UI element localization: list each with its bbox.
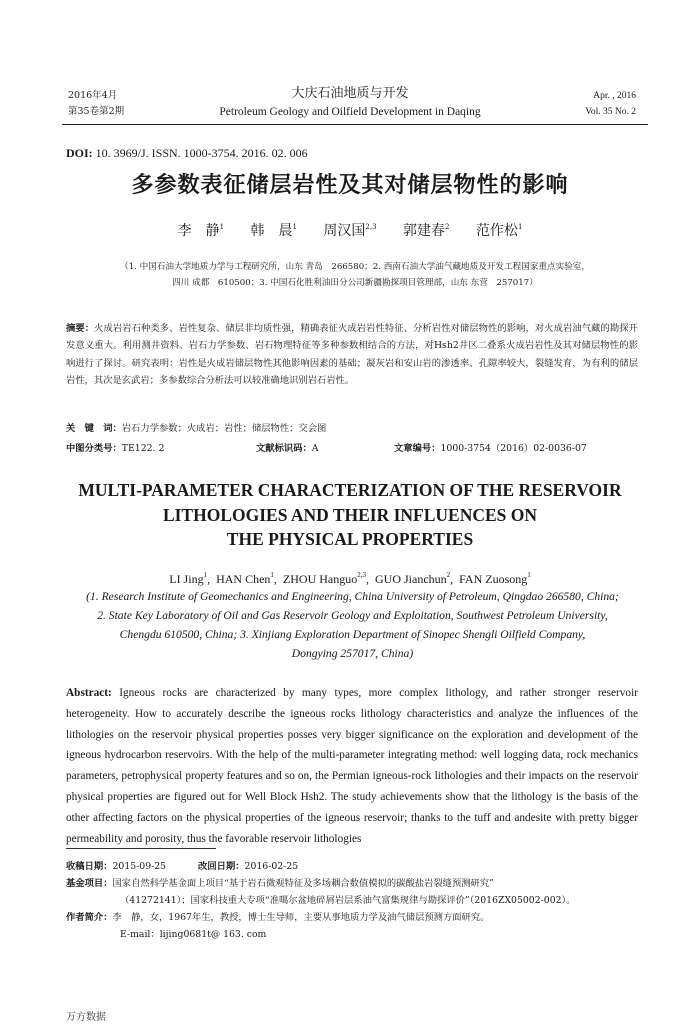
authors-cn [0,220,700,240]
affiliation-en [70,587,635,663]
header-journal [180,85,520,121]
author-cn: 郭建春$^2$ [403,223,450,239]
footnote-rule [66,848,216,849]
header-rule [62,124,648,125]
footnote-author: 作者简介：李 静，女，1967年生，教授，博士生导师，主要从事地质力学及油气储层预测方面研究。 [66,912,490,923]
keywords-cn [66,420,326,434]
author-cn: 李 静$^1$ [177,223,225,239]
author-cn: 范作松$^1$ [475,223,523,239]
affiliation-en-line: 2. State Key Laboratory of Oil and Gas Reservoir Geology and Exploitation, Southwest Petroleum University, [97,609,608,622]
author-cn: 韩 晨$^1$ [250,223,297,239]
footnote-email: E-mail：lijing0681t@ 163. com [120,929,267,940]
footnote-fund: 基金项目：国家自然科学基金面上项目“基于岩石微观特征及多场耦合数值模拟的碳酸盐岩裂缝预测研究” [66,878,494,889]
abstract-cn-text: 火成岩岩石种类多、岩性复杂、储层非均质性强，精确表征火成岩岩性特征、分析岩性对储层物性的影响，对火成岩油气藏的勘探开发意义重大。利用测井资料、岩石力学参数、岩石物理特征等多种参数相结合的方法，对Hsh2井区二叠系火成岩岩性及其对储层物性的影响进行了探讨。研究表明：岩性是火成岩储层物性其他影响因素的基础；凝灰岩和安山岩的渗透率、孔隙率较大，裂缝发育，为有利的储层岩性，其次是玄武岩；多参数综合分析法可以较准确地识别岩石岩性。 [66,323,638,386]
footnote [66,858,642,943]
author-en: HAN Chen$^1$, [216,571,280,586]
footnote-dates: 收稿日期：2015-09-25 改回日期：2016-02-25 [66,861,299,872]
affiliation-en-line: (1. Research Institute of Geomechanics and Engineering, China University of Petroleum, Qingdao 266580, China; [86,590,619,603]
journal-name-cn: 大庆石油地质与开发 [291,86,409,101]
article-number: 文章编号：1000-3754（2016）02-0036-07 [394,443,587,454]
footnote-fund-cont: （41272141）；国家科技重大专项“准噶尔盆地碎屑岩层系油气富集规律与勘探评价”（2016ZX05002-002）。 [120,895,576,906]
author-en: LI Jing$^1$, [169,571,214,586]
title-cn: 多参数表征储层岩性及其对储层物性的影响 [131,173,569,198]
title-en-line: LITHOLOGIES AND THEIR INFLUENCES ON [162,504,538,525]
affiliation-en-line: Dongying 257017, China) [291,647,414,660]
keywords-cn-label: 关 键 词： [66,423,122,434]
keywords-cn-text: 岩石力学参数；火成岩；岩性；储层物性；交会图 [121,423,327,434]
header-volume-cn: 第35卷第2期 [68,106,125,117]
clc-number: 中图分类号：TE122. 2 [66,443,165,454]
author-en: FAN Zuosong$^1$ [459,571,531,586]
author-en: ZHOU Hanguo$^{2,3}$, [282,571,372,586]
doi [66,146,308,161]
title-en [0,478,700,552]
author-cn: 周汉国$^{2,3}$ [323,223,377,239]
header-date-en: Apr. , 2016 [593,91,636,101]
header-volume-en: Vol. 35 No. 2 [585,107,636,117]
affiliation-cn-line: 四川 成都 610500；3. 中国石化胜利油田分公司新疆勘探项目管理部，山东 东营 257017） [172,278,538,288]
document-code: 文献标识码：A [256,443,319,454]
journal-name-en: Petroleum Geology and Oilfield Development in Daqing [219,106,481,118]
header-left [68,88,124,120]
affiliation-en-line: Chengdu 610500, China; 3. Xinjiang Exploration Department of Sinopec Shengli Oilfield Company, [119,628,586,641]
authors-en [0,571,700,587]
doi-label: DOI: [66,146,93,160]
affiliation-cn-line: （1. 中国石油大学地质力学与工程研究所，山东 青岛 266580；2. 西南石油大学油气藏地质及开发工程国家重点实验室， [120,262,590,272]
abstract-en-label: Abstract: [66,687,112,699]
author-en: GUO Jianchun$^2$, [374,571,457,586]
header-right [585,88,636,120]
title-en-line: THE PHYSICAL PROPERTIES [226,529,474,549]
header-date-cn: 2016年4月 [68,90,118,101]
abstract-en [66,683,638,849]
abstract-cn [66,320,638,389]
watermark-text: 万方数据 [66,1012,106,1023]
abstract-cn-label: 摘要： [66,323,95,334]
title-en-line: MULTI-PARAMETER CHARACTERIZATION OF THE RESERVOIR [78,480,622,500]
abstract-en-text: Igneous rocks are characterized by many types, more complex lithology, and rather stronger reservoir heterogeneity. How to accurately describe the igneous rocks lithology characteristics and analyze the influences of the lithologies on the reservoir physical properties posses very bigger significance on the exploration and development of the igneous hydrocarbon reservoirs. With the help of the multi-parameter integrating method: well logging data, rock mechanics parameters, petrophysical property features and so on, the Permian igneous-rock lithologies and their impacts on the reservoir physical properties are figured out for Well Block Hsh2. The study achievements show that the lithology is the basis of the other affecting factors on the physical properties of the igneous reservoir; thanks to the tuff and andesite with pretty bigger permeability and porosity, thus the favorable reservoir lithologies [66,687,638,845]
doi-value: 10. 3969/J. ISSN. 1000-3754. 2016. 02. 006 [95,146,308,160]
affiliation-cn [100,259,610,291]
